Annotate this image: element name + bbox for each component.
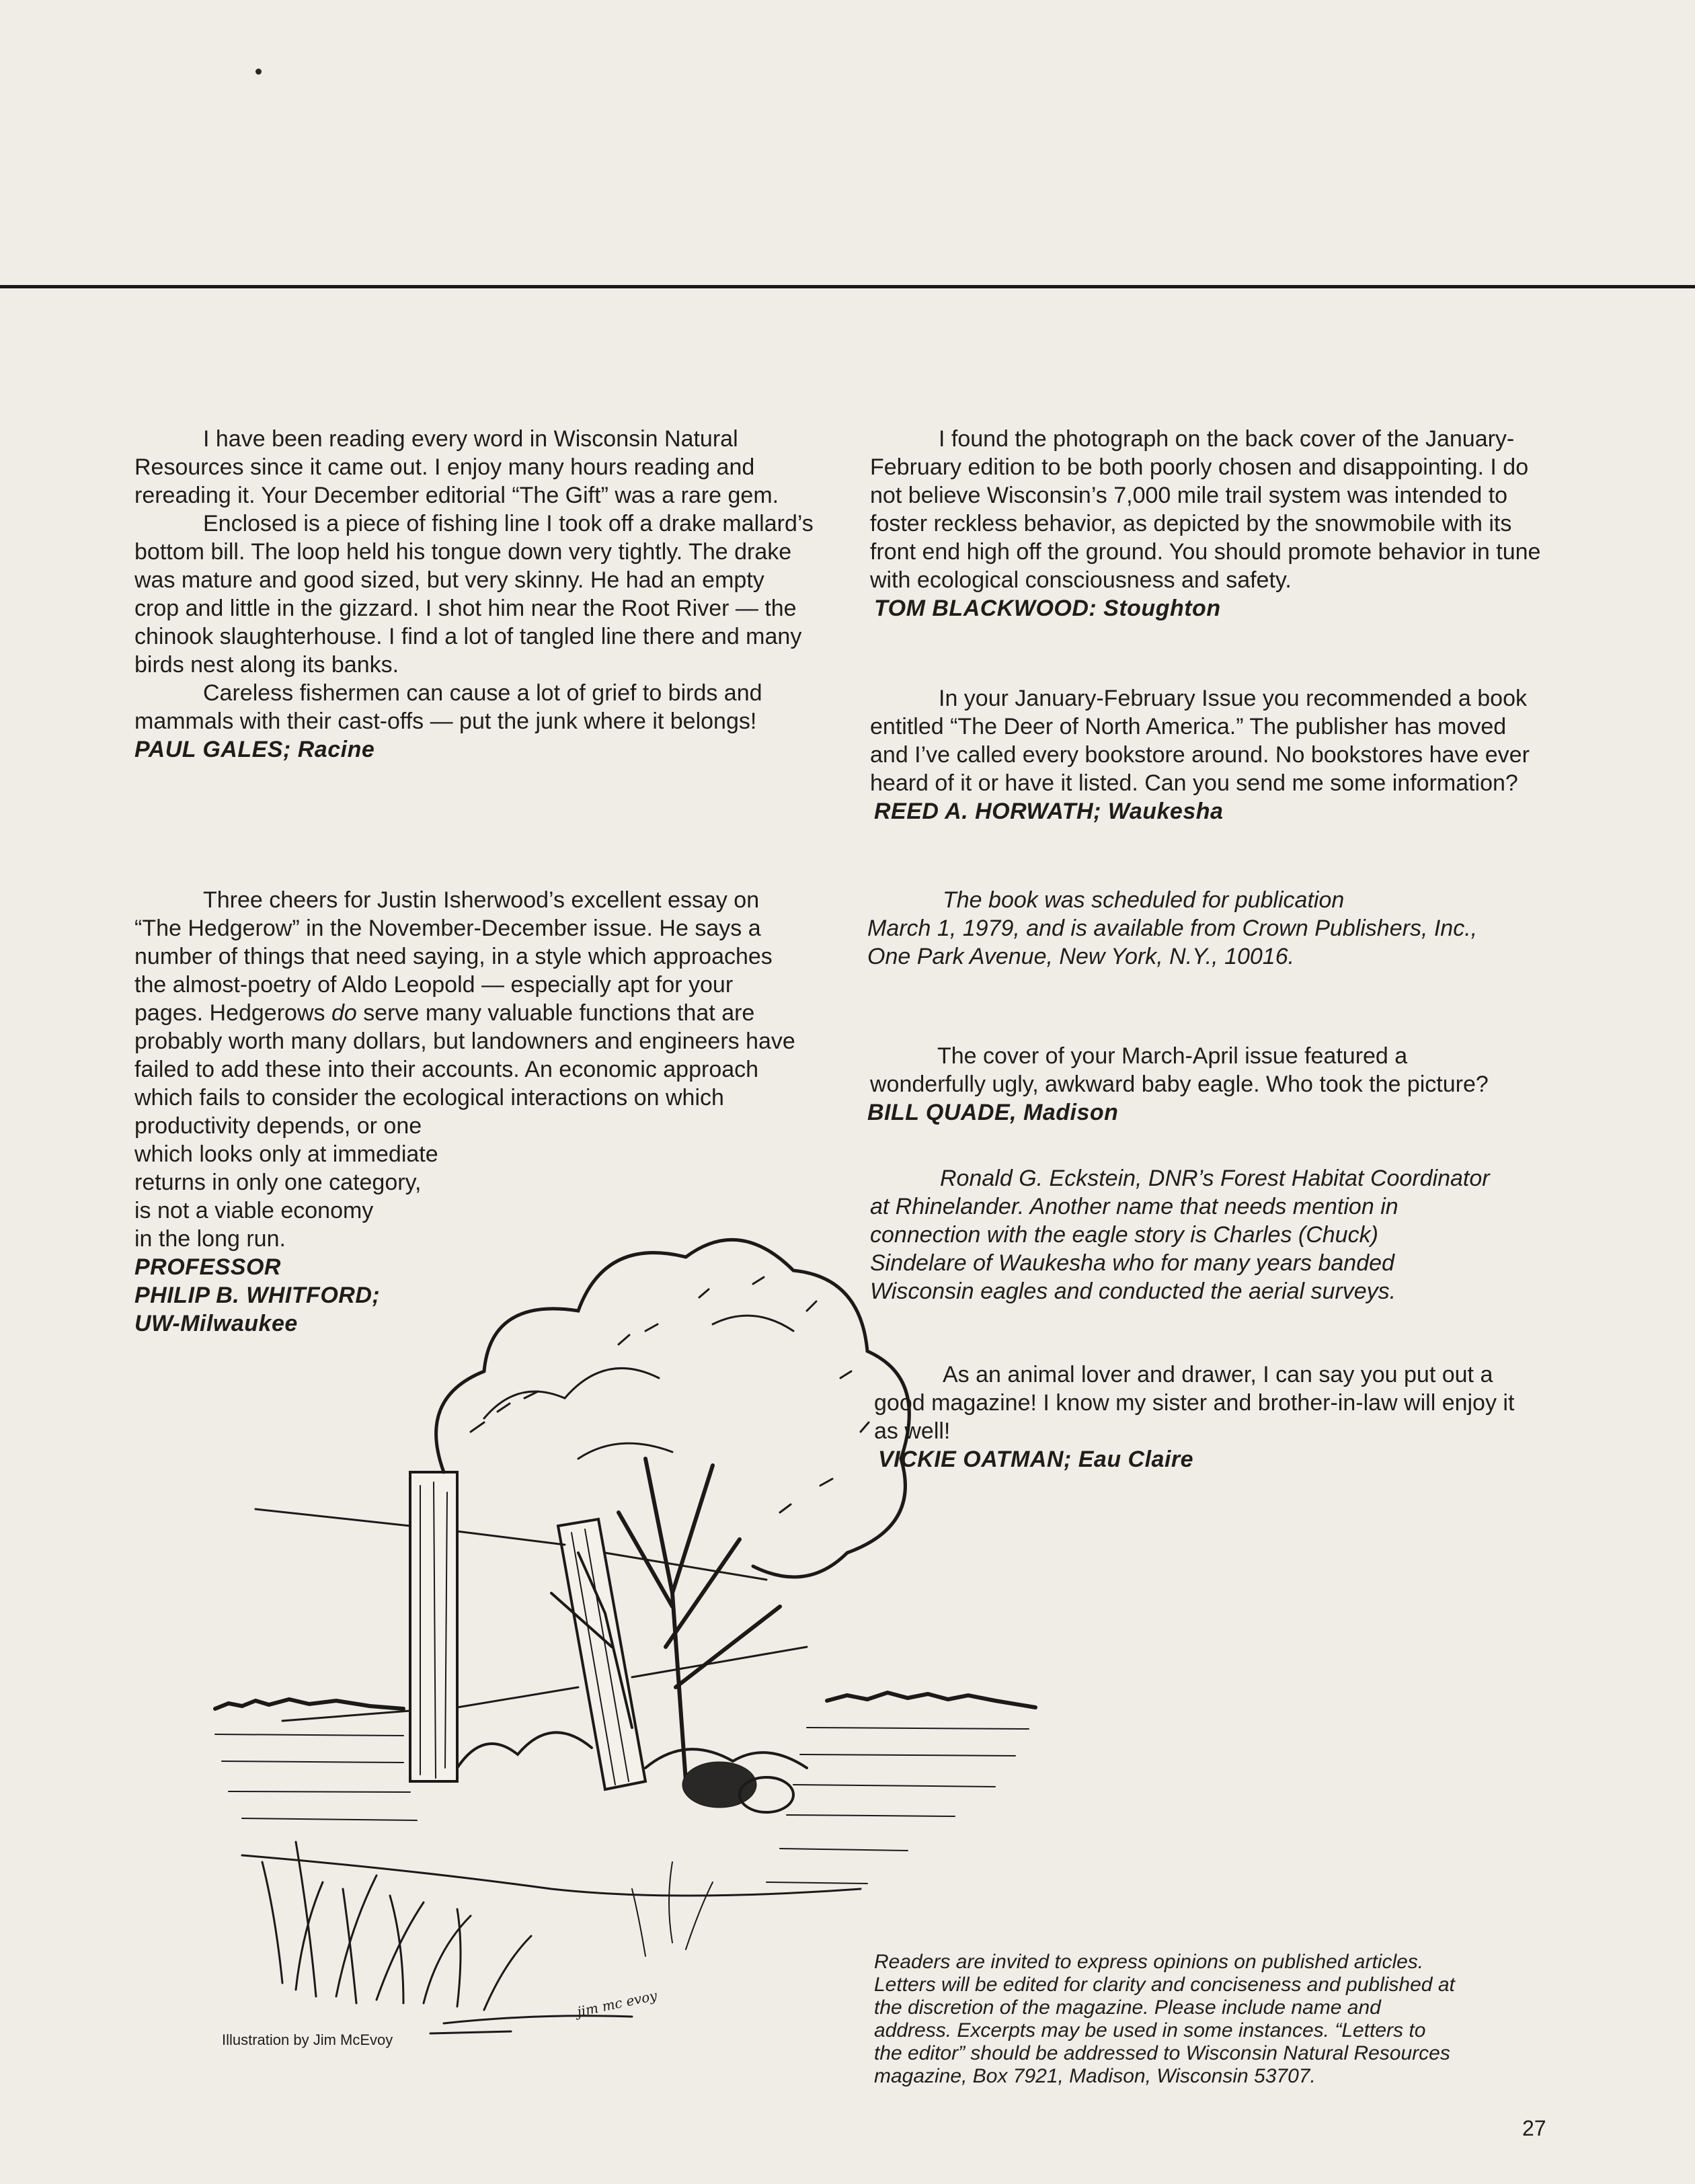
note-line: the discretion of the magazine. Please include name and bbox=[874, 1996, 1381, 2019]
wrap-line: which looks only at immediate bbox=[134, 1141, 438, 1167]
letter-emphasis: do bbox=[331, 1000, 357, 1026]
letter-paragraph: As an animal lover and drawer, I can say you put out a good magazine! I know my sister and brother-in-law will enjoy it as well! bbox=[874, 1362, 1515, 1444]
letter-paragraph: Enclosed is a piece of fishing line I took off a drake mallard’s bottom bill. The loop held his tongue down very tightly. The drake was mature and good sized, but very skinny. He had an empty crop and little in the gizzard. I shot him near the Root River — the chinook slaughterhouse. I find a lot of tangled line there and many birds nest along its banks. bbox=[134, 511, 814, 678]
letter-blackwood bbox=[870, 425, 1542, 622]
letter-text-b: serve many valuable functions that are probably worth many dollars, but landowners and engineers have failed to add these into their accounts. An economic approach which fails to consider the ecological interactions on which bbox=[134, 1000, 795, 1110]
artist-signature: jim mc evoy bbox=[576, 1987, 659, 2020]
letter-paragraph: Careless fishermen can cause a lot of grief to birds and mammals with their cast-offs — put the junk where it belongs! bbox=[134, 680, 762, 734]
reply-line: The book was scheduled for publication bbox=[943, 887, 1345, 913]
reply-line: Sindelare of Waukesha who for many years banded bbox=[870, 1250, 1394, 1276]
editor-note bbox=[874, 1951, 1614, 2088]
wrap-line: productivity depends, or one bbox=[134, 1113, 422, 1139]
signature-line: PROFESSOR bbox=[134, 1254, 281, 1280]
letter-horwath bbox=[870, 684, 1542, 825]
wrap-line: returns in only one category, bbox=[134, 1170, 422, 1195]
wrap-line: is not a viable economy bbox=[134, 1198, 374, 1223]
reply-line: Wisconsin eagles and conducted the aerial surveys. bbox=[870, 1279, 1396, 1304]
reply-line: Ronald G. Eckstein, DNR’s Forest Habitat Coordinator bbox=[940, 1166, 1490, 1191]
note-line: address. Excerpts may be used in some instances. “Letters to bbox=[874, 2019, 1426, 2041]
letter-paragraph: I have been reading every word in Wisconsin Natural Resources since it came out. I enjoy many hours reading and rereading it. Your December editorial “The Gift” was a rare gem. bbox=[134, 426, 779, 508]
hedgerow-illustration bbox=[202, 1176, 1049, 2050]
letter-signature: VICKIE OATMAN; Eau Claire bbox=[878, 1447, 1194, 1472]
note-line: Letters will be edited for clarity and conciseness and published at bbox=[874, 1974, 1455, 1996]
letter-paragraph: In your January-February Issue you recommended a book entitled “The Deer of North America.” The publisher has moved and I’ve called every bookstore around. No bookstores have ever heard of it or have it listed. Can you send me some information? bbox=[870, 686, 1530, 796]
letter-signature: TOM BLACKWOOD: Stoughton bbox=[874, 596, 1221, 621]
editor-reply-book bbox=[867, 886, 1567, 971]
signature-line: UW-Milwaukee bbox=[134, 1311, 298, 1336]
letter-paragraph: I found the photograph on the back cover of the January-February edition to be both poorly chosen and disappointing. I do not believe Wisconsin’s 7,000 mile trail system was intended to foster reckless behavior, as depicted by the snowmobile with its front end high off the ground. You should promote behavior in tune with ecological consciousness and safety. bbox=[870, 426, 1541, 593]
letter-paragraph: The cover of your March-April issue featured a wonderfully ugly, awkward baby eagle. Who took the picture? bbox=[870, 1043, 1489, 1097]
letter-text-a: Three cheers for Justin Isherwood’s excellent essay on “The Hedgerow” in the November-December issue. He says a number of things that need saying, in a style which approaches the almost-poetry of Aldo Leopold — especially apt for your pages. Hedgerows bbox=[134, 887, 773, 1026]
header-rule bbox=[0, 285, 1695, 288]
speck bbox=[255, 69, 262, 75]
reply-line: March 1, 1979, and is available from Crown Publishers, Inc., bbox=[867, 916, 1478, 941]
letter-gales bbox=[134, 425, 814, 764]
wrap-line: in the long run. bbox=[134, 1226, 286, 1252]
reply-line: at Rhinelander. Another name that needs mention in bbox=[870, 1194, 1398, 1219]
note-line: the editor” should be addressed to Wisconsin Natural Resources bbox=[874, 2042, 1450, 2064]
illustration-credit: Illustration by Jim McEvoy bbox=[222, 2031, 393, 2048]
note-line: magazine, Box 7921, Madison, Wisconsin 53707. bbox=[874, 2065, 1316, 2087]
letter-signature: BILL QUADE, Madison bbox=[867, 1100, 1119, 1125]
reply-line: connection with the eagle story is Charles (Chuck) bbox=[870, 1222, 1378, 1248]
reply-line: One Park Avenue, New York, N.Y., 10016. bbox=[867, 944, 1295, 969]
letter-quade bbox=[867, 1042, 1515, 1127]
letter-signature: PAUL GALES; Racine bbox=[134, 737, 375, 762]
letter-signature: REED A. HORWATH; Waukesha bbox=[874, 799, 1224, 824]
note-line: Readers are invited to express opinions on published articles. bbox=[874, 1951, 1424, 1973]
signature-line: PHILIP B. WHITFORD; bbox=[134, 1283, 381, 1308]
page-number: 27 bbox=[1522, 2116, 1546, 2140]
letter-paragraph bbox=[134, 886, 807, 1112]
